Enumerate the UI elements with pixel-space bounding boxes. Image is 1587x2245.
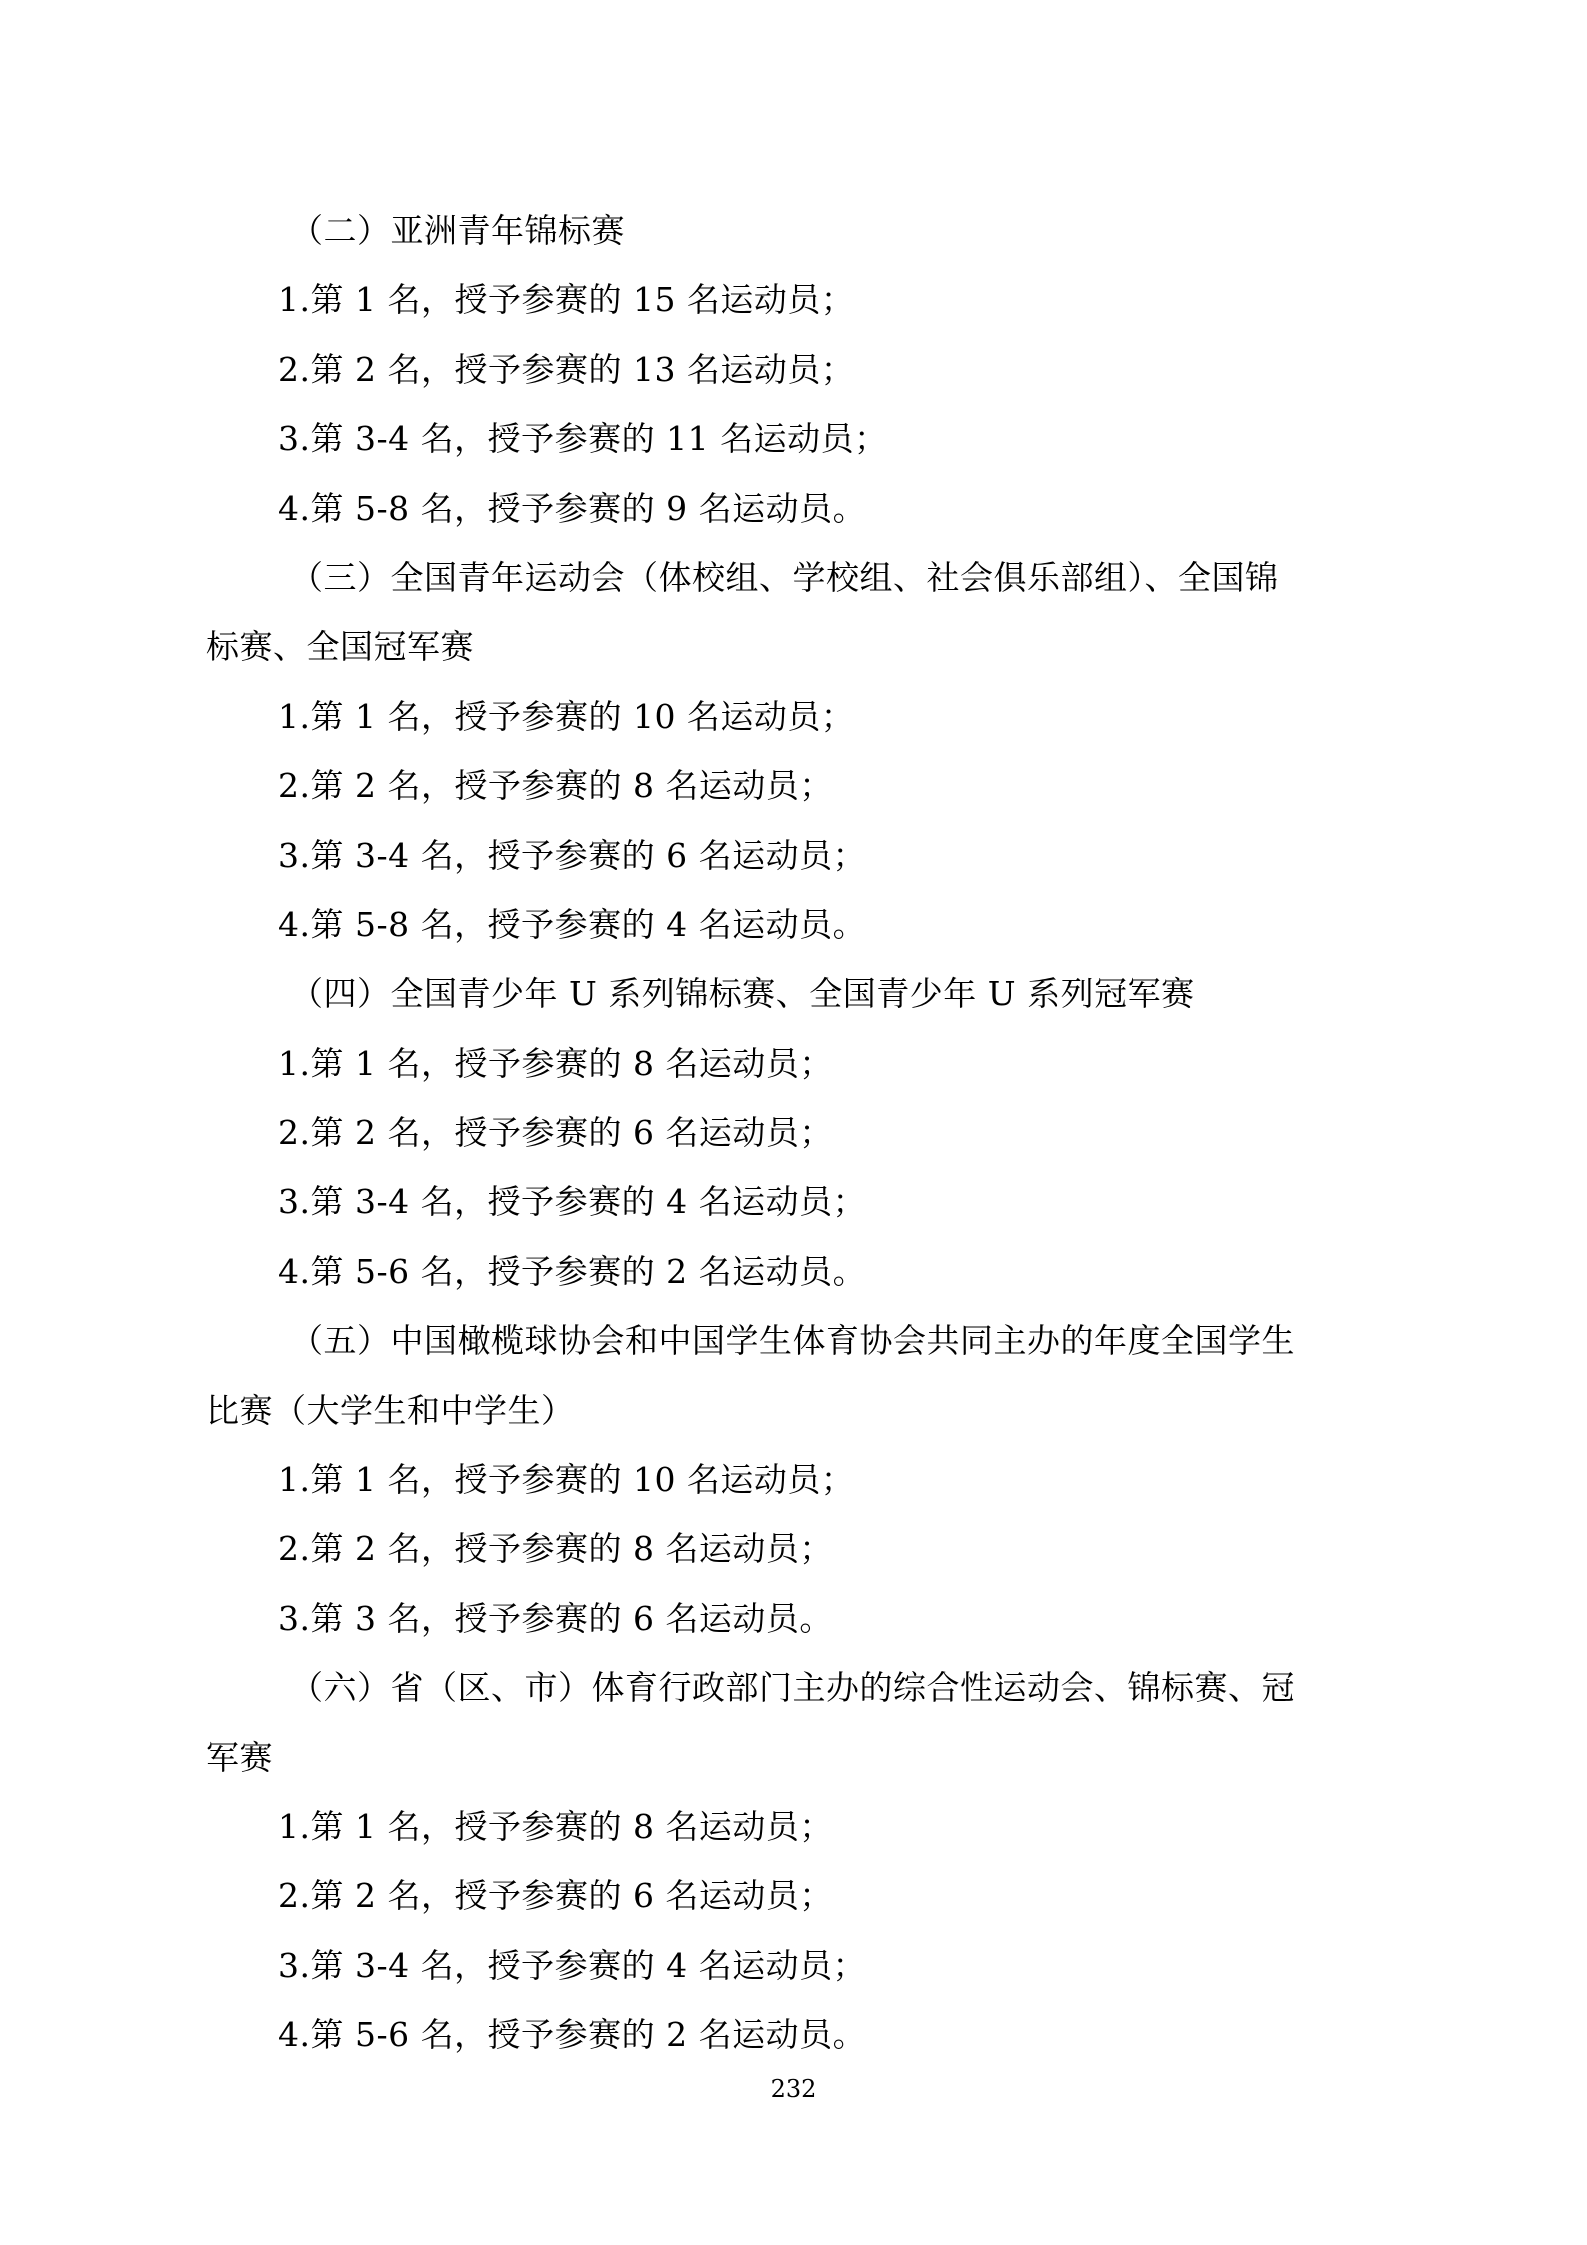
list-item: 2.第 2 名，授予参赛的 8 名运动员； (278, 1529, 833, 1569)
list-item: 2.第 2 名，授予参赛的 6 名运动员； (278, 1876, 833, 1916)
list-item: 2.第 2 名，授予参赛的 8 名运动员； (278, 766, 833, 806)
list-item: 1.第 1 名，授予参赛的 15 名运动员； (278, 280, 855, 320)
section-heading-continuation: 比赛（大学生和中学生） (206, 1390, 575, 1430)
section-heading-u-series: （四）全国青少年 U 系列锦标赛、全国青少年 U 系列冠军赛 (290, 974, 1195, 1014)
list-item: 4.第 5-8 名，授予参赛的 9 名运动员。 (278, 488, 867, 528)
section-heading-national-youth-games: （三）全国青年运动会（体校组、学校组、社会俱乐部组）、全国锦 (290, 557, 1279, 597)
section-heading-continuation: 军赛 (206, 1737, 273, 1777)
document-body (206, 196, 1396, 2070)
list-item: 1.第 1 名，授予参赛的 10 名运动员； (278, 1460, 855, 1500)
list-item: 2.第 2 名，授予参赛的 13 名运动员； (278, 349, 855, 389)
list-item: 3.第 3-4 名，授予参赛的 4 名运动员； (278, 1182, 867, 1222)
list-item: 4.第 5-6 名，授予参赛的 2 名运动员。 (278, 1251, 867, 1291)
list-item: 3.第 3-4 名，授予参赛的 4 名运动员； (278, 1945, 867, 1985)
list-item: 2.第 2 名，授予参赛的 6 名运动员； (278, 1113, 833, 1153)
list-item: 1.第 1 名，授予参赛的 10 名运动员； (278, 696, 855, 736)
list-item: 1.第 1 名，授予参赛的 8 名运动员； (278, 1806, 833, 1846)
list-item: 1.第 1 名，授予参赛的 8 名运动员； (278, 1043, 833, 1083)
section-heading-provincial-games: （六）省（区、市）体育行政部门主办的综合性运动会、锦标赛、冠 (290, 1668, 1295, 1708)
section-heading-asian-youth: （二）亚洲青年锦标赛 (290, 211, 625, 250)
list-item: 3.第 3-4 名，授予参赛的 11 名运动员； (278, 419, 888, 459)
page-number: 232 (770, 2075, 817, 2103)
section-heading-continuation: 标赛、全国冠军赛 (206, 627, 474, 667)
list-item: 4.第 5-8 名，授予参赛的 4 名运动员。 (278, 904, 867, 944)
list-item: 3.第 3 名，授予参赛的 6 名运动员。 (278, 1598, 833, 1638)
list-item: 4.第 5-6 名，授予参赛的 2 名运动员。 (278, 2015, 867, 2055)
section-heading-student-competition: （五）中国橄榄球协会和中国学生体育协会共同主办的年度全国学生 (290, 1321, 1295, 1361)
list-item: 3.第 3-4 名，授予参赛的 6 名运动员； (278, 835, 867, 875)
